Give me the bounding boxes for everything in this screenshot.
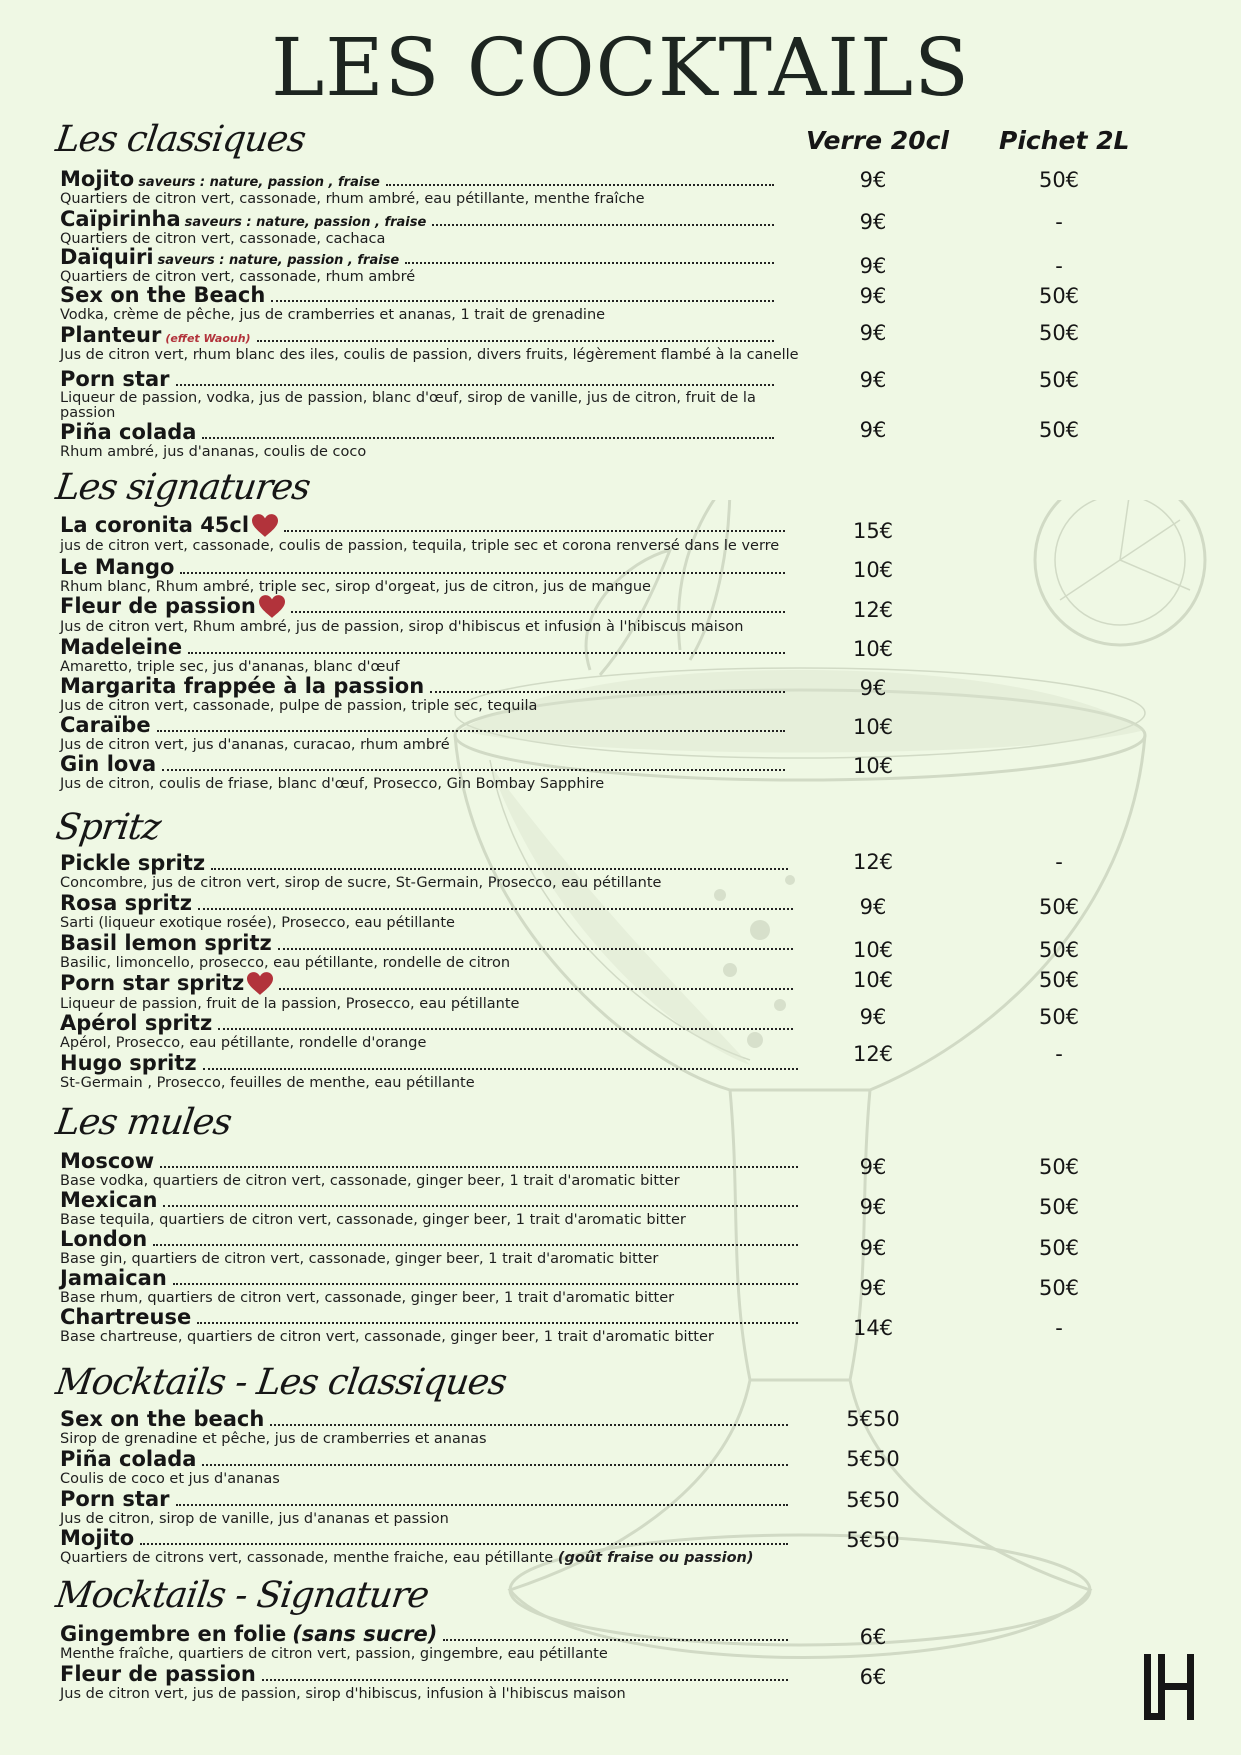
- item-description: Jus de citron vert, cassonade, pulpe de passion, triple sec, tequila: [60, 698, 538, 714]
- price-verre: 10€: [852, 558, 894, 582]
- page-title: LES COCKTAILS: [271, 21, 970, 114]
- menu-item: [60, 208, 774, 247]
- item-description: Coulis de coco et jus d'ananas: [60, 1471, 280, 1487]
- menu-item: [60, 1189, 798, 1228]
- price-verre: 5€50: [846, 1447, 900, 1471]
- menu-item: [60, 932, 793, 971]
- dot-leader: [176, 384, 774, 386]
- price-pichet: 50€: [1038, 284, 1080, 308]
- item-description: Rhum blanc, Rhum ambré, triple sec, sirop d'orgeat, jus de citron, jus de mangue: [60, 579, 651, 595]
- item-description: Base tequila, quartiers de citron vert, cassonade, ginger beer, 1 trait d'aromatic bitter: [60, 1212, 686, 1228]
- menu-item: [60, 246, 774, 285]
- price-verre: 5€50: [846, 1488, 900, 1512]
- menu-item: [60, 556, 785, 595]
- section-title-mules: Les mules: [53, 1102, 234, 1143]
- item-name: Pickle spritz: [60, 851, 206, 875]
- section-title-mocktails-signature: Mocktails - Signature: [53, 1575, 431, 1616]
- item-name: Gingembre en folie: [60, 1622, 287, 1646]
- item-name: Sex on the Beach: [60, 283, 266, 307]
- price-verre: 9€: [859, 1195, 887, 1219]
- heart-icon: [252, 514, 278, 538]
- item-description: Base vodka, quartiers de citron vert, cassonade, ginger beer, 1 trait d'aromatic bitter: [60, 1173, 680, 1189]
- item-description: Base rhum, quartiers de citron vert, cassonade, ginger beer, 1 trait d'aromatic bitter: [60, 1290, 675, 1306]
- item-description: Quartiers de citron vert, cassonade, rhum ambré: [60, 269, 416, 285]
- item-name: Rosa spritz: [60, 891, 192, 915]
- price-pichet: -: [1055, 210, 1063, 234]
- item-name: Fleur de passion: [60, 594, 256, 618]
- price-pichet: 50€: [1038, 168, 1080, 192]
- price-verre: 14€: [852, 1316, 894, 1340]
- item-description: Jus de citron vert, jus de passion, sirop d'hibiscus, infusion à l'hibiscus maison: [60, 1686, 626, 1702]
- item-name: Hugo spritz: [60, 1051, 197, 1075]
- dot-leader: [270, 1424, 788, 1426]
- dot-leader: [157, 730, 785, 732]
- price-verre: 9€: [859, 368, 887, 392]
- price-pichet: 50€: [1038, 1005, 1080, 1029]
- menu-item: [60, 1052, 798, 1091]
- menu-item: [60, 636, 785, 675]
- price-verre: 9€: [859, 168, 887, 192]
- item-name: Chartreuse: [60, 1305, 192, 1329]
- item-description: Liqueur de passion, fruit de la passion, Prosecco, eau pétillante: [60, 996, 520, 1012]
- dot-leader: [188, 652, 785, 654]
- item-name: Porn star spritz: [60, 971, 245, 995]
- menu-item: [60, 852, 788, 891]
- dot-leader: [140, 1543, 788, 1545]
- price-pichet: 50€: [1038, 1236, 1080, 1260]
- price-pichet: 50€: [1038, 1195, 1080, 1219]
- item-description: Concombre, jus de citron vert, sirop de sucre, St-Germain, Prosecco, eau pétillante: [60, 875, 662, 891]
- dot-leader: [262, 1679, 788, 1681]
- item-name: Caïpirinha: [60, 207, 181, 231]
- price-verre: 10€: [852, 968, 894, 992]
- item-note: (effet Waouh): [165, 332, 251, 345]
- item-name: London: [60, 1227, 148, 1251]
- dot-leader: [432, 224, 774, 226]
- item-description: Jus de citron, coulis de friase, blanc d'œuf, Prosecco, Gin Bombay Sapphire: [60, 776, 605, 792]
- price-verre: 9€: [859, 254, 887, 278]
- dot-leader: [291, 611, 785, 613]
- price-verre: 9€: [859, 1005, 887, 1029]
- menu-item: [60, 1012, 793, 1051]
- dot-leader: [163, 1205, 798, 1207]
- price-pichet: 50€: [1038, 368, 1080, 392]
- item-name: La coronita 45cl: [60, 513, 250, 537]
- item-name: Apérol spritz: [60, 1011, 213, 1035]
- dot-leader: [386, 184, 774, 186]
- item-name: Le Mango: [60, 555, 175, 579]
- menu-item: [60, 1306, 798, 1345]
- dot-leader: [405, 262, 774, 264]
- price-pichet: -: [1055, 1316, 1063, 1340]
- dot-leader: [218, 1028, 793, 1030]
- price-verre: 12€: [852, 598, 894, 622]
- dot-leader: [202, 1464, 788, 1466]
- item-name: Basil lemon spritz: [60, 931, 272, 955]
- price-verre: 9€: [859, 321, 887, 345]
- menu-item: [60, 675, 785, 714]
- item-name: Gin lova: [60, 752, 157, 776]
- item-description: Rhum ambré, jus d'ananas, coulis de coco: [60, 444, 367, 460]
- price-pichet: -: [1055, 850, 1063, 874]
- item-description: Vodka, crème de pêche, jus de cramberries et ananas, 1 trait de grenadine: [60, 307, 606, 323]
- item-description: Quartiers de citron vert, cassonade, cachaca: [60, 231, 386, 247]
- menu-item: [60, 1527, 788, 1566]
- item-description: Apérol, Prosecco, eau pétillante, rondelle d'orange: [60, 1035, 427, 1051]
- price-verre: 9€: [859, 1236, 887, 1260]
- item-name: Piña colada: [60, 420, 197, 444]
- dot-leader: [153, 1244, 798, 1246]
- item-description: Quartiers de citrons vert, cassonade, menthe fraiche, eau pétillante: [60, 1550, 554, 1566]
- price-verre: 9€: [859, 210, 887, 234]
- dot-leader: [198, 908, 793, 910]
- item-description: Jus de citron, sirop de vanille, jus d'ananas et passion: [60, 1511, 449, 1527]
- item-description: jus de citron vert, cassonade, coulis de passion, tequila, triple sec et corona renversé dans le verre: [60, 538, 780, 554]
- item-name: Fleur de passion: [60, 1662, 256, 1686]
- item-name: Jamaican: [60, 1266, 167, 1290]
- price-verre: 9€: [859, 895, 887, 919]
- price-verre: 10€: [852, 715, 894, 739]
- price-pichet: 50€: [1038, 968, 1080, 992]
- price-verre: 10€: [852, 637, 894, 661]
- section-title-classiques: Les classiques: [53, 119, 308, 160]
- item-description: St-Germain , Prosecco, feuilles de menthe, eau pétillante: [60, 1075, 475, 1091]
- item-description: Sarti (liqueur exotique rosée), Prosecco, eau pétillante: [60, 915, 455, 931]
- price-pichet: -: [1055, 254, 1063, 278]
- price-pichet: 50€: [1038, 1276, 1080, 1300]
- heart-icon: [247, 972, 273, 996]
- dot-leader: [202, 437, 774, 439]
- column-header-pichet: Pichet 2L: [999, 126, 1130, 155]
- dot-leader: [173, 1283, 798, 1285]
- section-title-signatures: Les signatures: [53, 467, 313, 508]
- dot-leader: [211, 868, 788, 870]
- dot-leader: [203, 1068, 798, 1070]
- price-verre: 9€: [859, 1276, 887, 1300]
- menu-item: [60, 1150, 798, 1189]
- lh-monogram-logo: [1144, 1652, 1196, 1722]
- item-description: Jus de citron vert, Rhum ambré, jus de passion, sirop d'hibiscus et infusion à l'hibiscus maison: [60, 619, 744, 635]
- item-name: Piña colada: [60, 1447, 197, 1471]
- item-description: Sirop de grenadine et pêche, jus de cramberries et ananas: [60, 1431, 487, 1447]
- dot-leader: [443, 1639, 788, 1641]
- menu-item: [60, 1488, 788, 1527]
- item-description: Menthe fraîche, quartiers de citron vert, passion, gingembre, eau pétillante: [60, 1646, 608, 1662]
- menu-item: [60, 1408, 788, 1447]
- menu-item: [60, 595, 785, 635]
- section-title-mocktails-classiques: Mocktails - Les classiques: [53, 1362, 509, 1403]
- column-header-verre: Verre 20cl: [806, 126, 949, 155]
- dot-leader: [430, 691, 785, 693]
- menu-item: [60, 714, 785, 753]
- item-description: Base chartreuse, quartiers de citron vert, cassonade, ginger beer, 1 trait d'aromatic bitter: [60, 1329, 714, 1345]
- item-description: Jus de citron vert, rhum blanc des iles, coulis de passion, divers fruits, légèrement flambé à la canelle: [60, 347, 799, 363]
- price-verre: 9€: [859, 1155, 887, 1179]
- item-note: saveurs : nature, passion , fraise: [138, 175, 380, 190]
- menu-item: [60, 892, 793, 931]
- price-verre: 9€: [859, 284, 887, 308]
- price-pichet: 50€: [1038, 1155, 1080, 1179]
- price-verre: 6€: [859, 1625, 887, 1649]
- heart-icon: [259, 595, 285, 619]
- item-name: Mojito: [60, 167, 135, 191]
- item-note: saveurs : nature, passion , fraise: [184, 215, 427, 230]
- price-pichet: 50€: [1038, 895, 1080, 919]
- menu-item: [60, 1228, 798, 1267]
- item-name: Mexican: [60, 1188, 158, 1212]
- price-verre: 5€50: [846, 1528, 900, 1552]
- menu-item: [60, 168, 774, 207]
- item-description: Base gin, quartiers de citron vert, cassonade, ginger beer, 1 trait d'aromatic bitter: [60, 1251, 659, 1267]
- item-name: Daïquiri: [60, 245, 154, 269]
- item-description: Liqueur de passion, vodka, jus de passion, blanc d'œuf, sirop de vanille, jus de citron, fruit de la passion: [60, 390, 756, 421]
- menu-item: [60, 368, 774, 421]
- item-description: Quartiers de citron vert, cassonade, rhum ambré, eau pétillante, menthe fraîche: [60, 191, 645, 207]
- dot-leader: [160, 1166, 798, 1168]
- item-note: saveurs : nature, passion , fraise: [157, 253, 400, 268]
- menu-item: [60, 1663, 788, 1702]
- menu-item: [60, 323, 799, 363]
- item-name: Madeleine: [60, 635, 183, 659]
- price-verre: 15€: [852, 519, 894, 543]
- item-name: Porn star: [60, 367, 170, 391]
- menu-item: [60, 514, 785, 554]
- dot-leader: [180, 572, 785, 574]
- menu-item: [60, 421, 774, 460]
- dot-leader: [278, 948, 793, 950]
- menu-item: [60, 284, 774, 323]
- item-note: (sans sucre): [292, 1622, 438, 1646]
- price-verre: 6€: [859, 1665, 887, 1689]
- menu-item: [60, 972, 793, 1012]
- item-name: Mojito: [60, 1526, 135, 1550]
- price-verre: 10€: [852, 754, 894, 778]
- item-name: Planteur: [60, 323, 162, 347]
- item-name: Sex on the beach: [60, 1407, 265, 1431]
- item-name: Porn star: [60, 1487, 170, 1511]
- item-name: Margarita frappée à la passion: [60, 674, 425, 698]
- section-title-spritz: Spritz: [53, 807, 163, 848]
- price-verre: 9€: [859, 418, 887, 442]
- item-description: Amaretto, triple sec, jus d'ananas, blanc d'œuf: [60, 659, 400, 675]
- menu-item: [60, 753, 785, 792]
- menu-item: [60, 1623, 788, 1662]
- price-verre: 5€50: [846, 1407, 900, 1431]
- price-pichet: 50€: [1038, 321, 1080, 345]
- item-flavor-note: (goût fraise ou passion): [557, 1550, 754, 1566]
- menu-item: [60, 1448, 788, 1487]
- price-pichet: 50€: [1038, 938, 1080, 962]
- dot-leader: [162, 769, 785, 771]
- item-description: Jus de citron vert, jus d'ananas, curacao, rhum ambré: [60, 737, 450, 753]
- dot-leader: [284, 530, 785, 532]
- dot-leader: [279, 988, 793, 990]
- price-verre: 9€: [859, 676, 887, 700]
- price-pichet: 50€: [1038, 418, 1080, 442]
- dot-leader: [176, 1504, 788, 1506]
- item-description: Basilic, limoncello, prosecco, eau pétillante, rondelle de citron: [60, 955, 511, 971]
- dot-leader: [257, 340, 774, 342]
- item-name: Moscow: [60, 1149, 155, 1173]
- price-verre: 12€: [852, 1042, 894, 1066]
- menu-item: [60, 1267, 798, 1306]
- dot-leader: [271, 300, 774, 302]
- price-verre: 10€: [852, 938, 894, 962]
- price-pichet: -: [1055, 1042, 1063, 1066]
- price-verre: 12€: [852, 850, 894, 874]
- item-name: Caraïbe: [60, 713, 151, 737]
- dot-leader: [197, 1322, 798, 1324]
